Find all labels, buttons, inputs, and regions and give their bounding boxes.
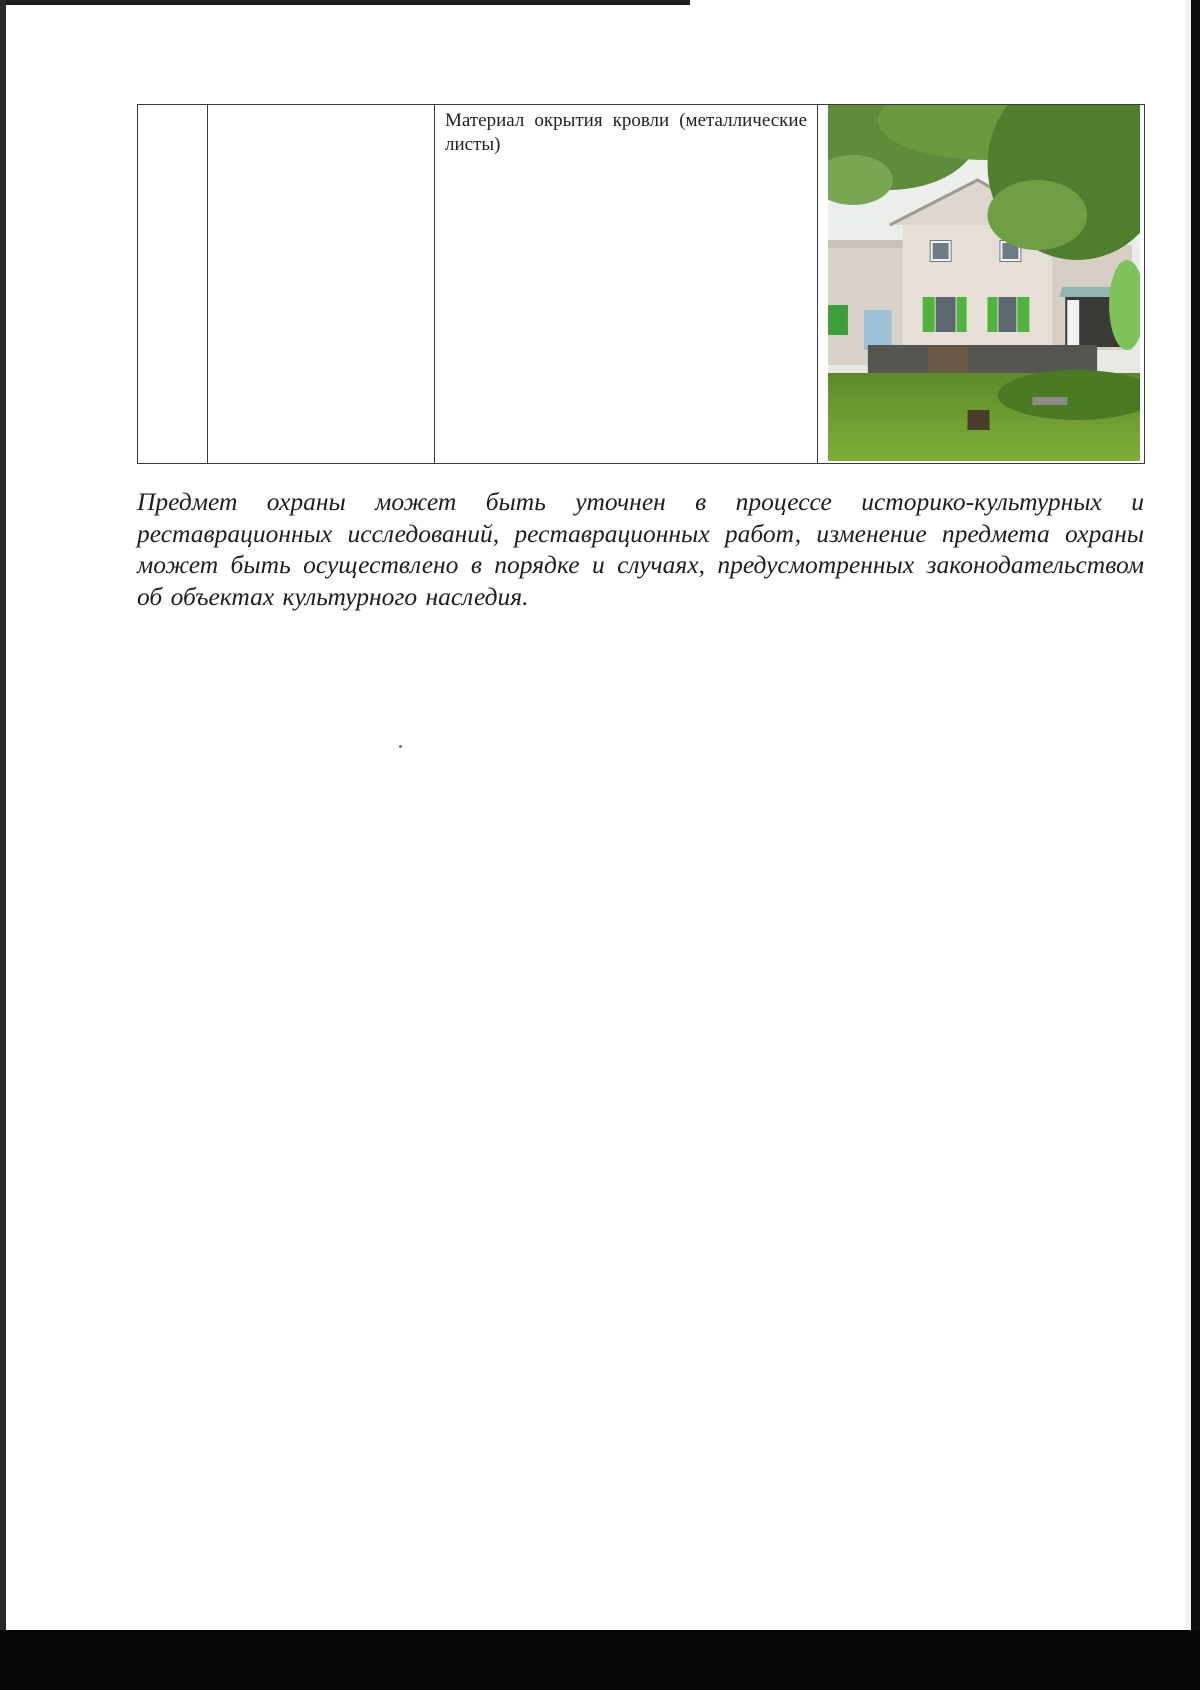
cell-description xyxy=(435,105,818,464)
cell-photo xyxy=(818,105,1145,464)
scan-speck xyxy=(399,745,402,748)
scan-edge-right xyxy=(1191,0,1200,1690)
scan-edge-top xyxy=(0,0,690,5)
scan-edge-bottom xyxy=(0,1630,1200,1690)
house-photo xyxy=(828,105,1140,461)
scan-edge-left xyxy=(0,0,6,1690)
protection-note: Предмет охраны может быть уточнен в процессе историко-культурных и реставрационных исследований, реставрационных работ, изменение предмета охраны может быть осуществлено в порядке и случаях, предусмотренных законодательством об объектах культурного наследия. xyxy=(137,487,1144,611)
table-row xyxy=(138,105,1145,464)
cell-number xyxy=(138,105,208,464)
roof-material-text: Материал окрытия кровли (металлические листы) xyxy=(445,110,807,155)
cell-item xyxy=(208,105,435,464)
protection-table xyxy=(137,104,1145,464)
